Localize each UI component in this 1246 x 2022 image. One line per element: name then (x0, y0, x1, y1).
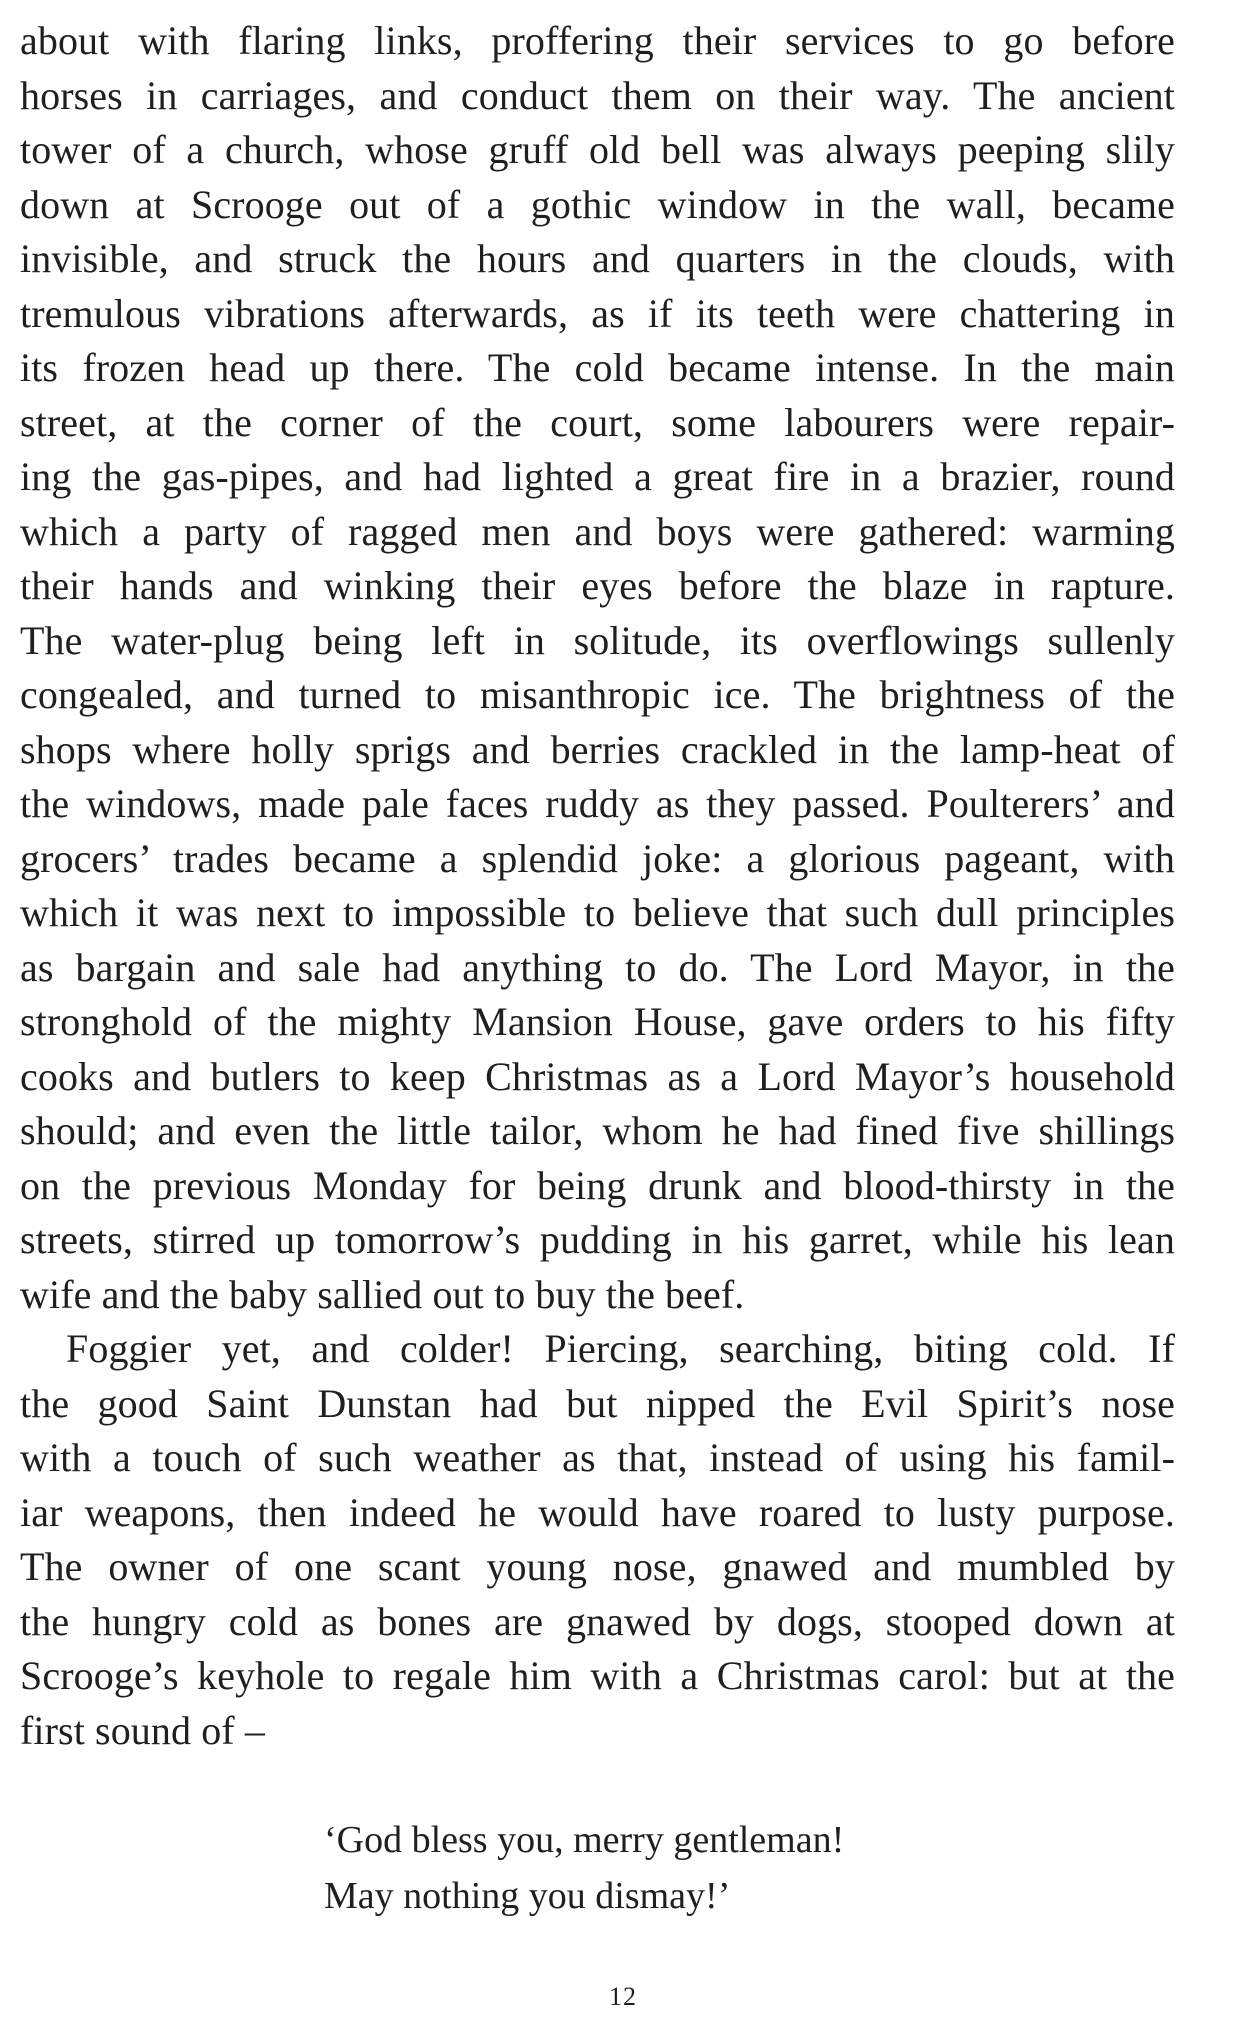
verse-quote (324, 1812, 1084, 1924)
verse-line: May nothing you dismay!’ (324, 1875, 731, 1917)
text-line: invisible, and struck the hours and quarters in the clouds, with (20, 236, 1175, 281)
page-number: 12 (609, 1982, 637, 2011)
text-line: The water-plug being left in solitude, its overflowings sullenly (20, 617, 1175, 663)
text-line: their hands and winking their eyes before the blaze in rapture. (20, 563, 1175, 608)
text-line: Scrooge’s keyhole to regale him with a Christmas carol: but at the (20, 1653, 1175, 1698)
paragraph-1 (20, 14, 1175, 1322)
text-line: about with flaring links, proffering their services to go before (20, 18, 1175, 63)
text-line: as bargain and sale had anything to do. The Lord Mayor, in the (20, 944, 1175, 990)
text-line: first sound of – (20, 1707, 265, 1753)
text-line: streets, stirred up tomorrow’s pudding in his garret, while his lean (20, 1217, 1175, 1262)
text-line: which a party of ragged men and boys were gathered: warming (20, 508, 1175, 554)
text-line: the windows, made pale faces ruddy as they passed. Poulterers’ and (20, 781, 1175, 826)
text-line: cooks and butlers to keep Christmas as a Lord Mayor’s household (20, 1053, 1175, 1099)
text-line: on the previous Monday for being drunk and blood-thirsty in the (20, 1162, 1175, 1208)
text-line: tower of a church, whose gruff old bell was always peeping slily (20, 127, 1175, 172)
text-line: Foggier yet, and colder! Piercing, searching, biting cold. If (66, 1326, 1175, 1371)
text-line: should; and even the little tailor, whom he had fined five shillings (20, 1108, 1175, 1153)
text-line: which it was next to impossible to believe that such dull principles (20, 890, 1175, 935)
paragraph-2 (20, 1322, 1175, 1758)
text-line: tremulous vibrations afterwards, as if its teeth were chattering in (20, 290, 1175, 336)
text-line: the good Saint Dunstan had but nipped the Evil Spirit’s nose (20, 1380, 1175, 1426)
text-line: iar weapons, then indeed he would have roared to lusty purpose. (20, 1489, 1175, 1535)
verse-line: ‘God bless you, merry gentleman! (324, 1819, 845, 1861)
text-line: down at Scrooge out of a gothic window in the wall, became (20, 181, 1175, 227)
text-line: congealed, and turned to misanthropic ice. The brightness of the (20, 672, 1175, 717)
text-line: wife and the baby sallied out to buy the beef. (20, 1271, 745, 1317)
text-line: street, at the corner of the court, some labourers were repair- (20, 399, 1175, 445)
text-line: its frozen head up there. The cold became intense. In the main (20, 345, 1175, 390)
text-line: horses in carriages, and conduct them on their way. The ancient (20, 72, 1175, 118)
text-line: grocers’ trades became a splendid joke: a glorious pageant, with (20, 835, 1175, 881)
text-line: stronghold of the mighty Mansion House, gave orders to his fifty (20, 999, 1175, 1044)
text-line: The owner of one scant young nose, gnawed and mumbled by (20, 1544, 1175, 1589)
text-line: shops where holly sprigs and berries crackled in the lamp-heat of (20, 726, 1175, 772)
text-line: the hungry cold as bones are gnawed by dogs, stooped down at (20, 1598, 1175, 1644)
body-text (20, 14, 1175, 1758)
text-line: with a touch of such weather as that, instead of using his famil- (20, 1435, 1175, 1480)
text-line: ing the gas-pipes, and had lighted a great fire in a brazier, round (20, 454, 1175, 499)
